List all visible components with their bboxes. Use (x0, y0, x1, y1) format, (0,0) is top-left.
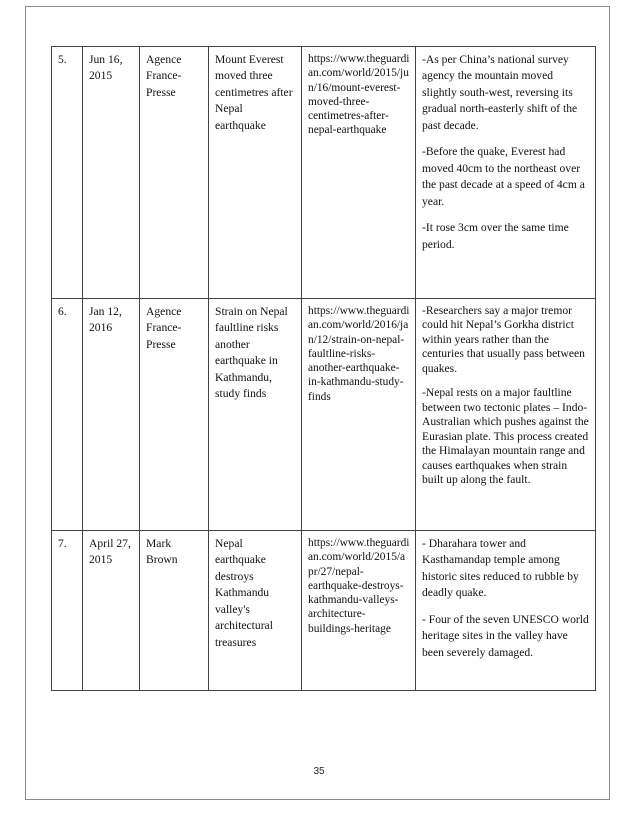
row-date: April 27, 2015 (83, 531, 140, 691)
row-number: 5. (52, 47, 83, 299)
row-number: 6. (52, 299, 83, 531)
row-summary (416, 47, 596, 299)
row-date: Jan 12, 2016 (83, 299, 140, 531)
row-url: https://www.theguardian.com/world/2015/apr/27/nepal-earthquake-destroys-kathmandu-valleys-architecture-buildings-heritage (302, 531, 416, 691)
row-url: https://www.theguardian.com/world/2016/jan/12/strain-on-nepal-faultline-risks-another-earthquake-in-kathmandu-study-finds (302, 299, 416, 531)
summary-paragraph: -It rose 3cm over the same time period. (422, 221, 569, 251)
row-author: Mark Brown (140, 531, 209, 691)
row-number: 7. (52, 531, 83, 691)
row-date: Jun 16, 2015 (83, 47, 140, 299)
row-title: Strain on Nepal faultline risks another earthquake in Kathmandu, study finds (209, 299, 302, 531)
row-summary (416, 531, 596, 691)
row-url: https://www.theguardian.com/world/2015/jun/16/mount-everest-moved-three-centimetres-after-nepal-earthquake (302, 47, 416, 299)
row-title: Mount Everest moved three centimetres after Nepal earthquake (209, 47, 302, 299)
summary-paragraph: -Nepal rests on a major faultline between two tectonic plates – Indo-Australian which pushes against the Eurasian plate. This process created the Himalayan mountain range and causes earthquakes when strain built up along the fault. (422, 386, 589, 487)
page-number: 35 (313, 766, 325, 777)
summary-paragraph: - Four of the seven UNESCO world heritage sites in the valley have been severely damaged. (422, 612, 589, 659)
row-author: Agence France-Presse (140, 47, 209, 299)
summary-paragraph: - Dharahara tower and Kasthamandap temple among historic sites reduced to rubble by deadly quake. (422, 537, 579, 600)
summary-paragraph: -Before the quake, Everest had moved 40cm to the northeast over the past decade at a speed of 4cm a year. (422, 145, 585, 208)
table-row (52, 47, 596, 299)
row-title: Nepal earthquake destroys Kathmandu valley's architectural treasures (209, 531, 302, 691)
summary-paragraph: -Researchers say a major tremor could hit Nepal’s Gorkha district within years rather than the centuries that usually pass between quakes. (422, 304, 585, 375)
references-table (51, 46, 596, 691)
table-row (52, 299, 596, 531)
summary-paragraph: -As per China’s national survey agency the mountain moved slightly south-west, reversing its gradual north-easterly shift of the past decade. (422, 53, 578, 132)
row-author: Agence France-Presse (140, 299, 209, 531)
row-summary (416, 299, 596, 531)
table-row (52, 531, 596, 691)
